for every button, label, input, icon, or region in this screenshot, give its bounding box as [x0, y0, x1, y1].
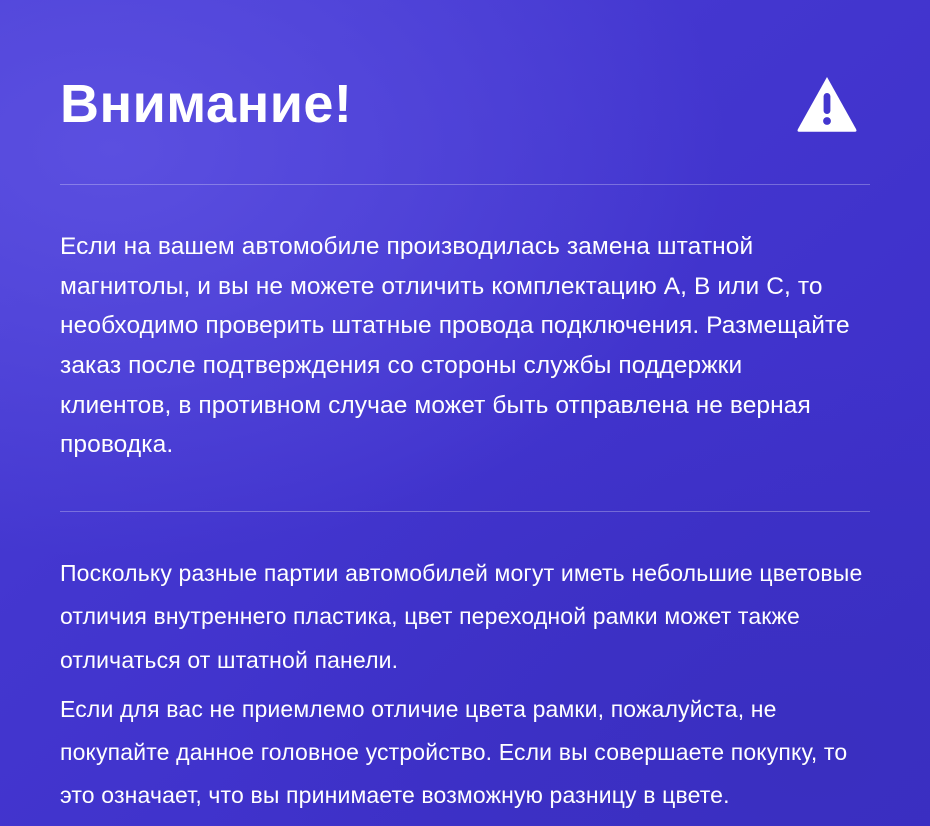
- divider-middle: [60, 511, 870, 512]
- banner-header: [60, 58, 870, 150]
- section-two: [60, 552, 870, 817]
- warning-triangle-icon: [796, 75, 870, 133]
- section-one: [60, 227, 870, 465]
- page-title: Внимание!: [60, 74, 353, 134]
- section-two-paragraph-two: Если для вас не приемлемо отличие цвета рамки, пожалуйста, не покупайте данное головное устройство. Если вы совершаете покупку, то это означает, что вы принимаете возможную разницу в цвете.: [60, 695, 848, 809]
- divider-top: [60, 184, 870, 185]
- section-two-paragraph-one: Поскольку разные партии автомобилей могут иметь небольшие цветовые отличия внутреннего пластика, цвет переходной рамки может также отличаться от штатной панели.: [60, 560, 863, 673]
- section-one-paragraph: Если на вашем автомобиле производилась замена штатной магнитолы, и вы не можете отличить комплектацию A, B или C, то необходимо проверить штатные провода подключения. Размещайте заказ после подтверждения со стороны службы поддержки клиентов, в противном случае может быть отправлена не верная проводка.: [60, 233, 850, 459]
